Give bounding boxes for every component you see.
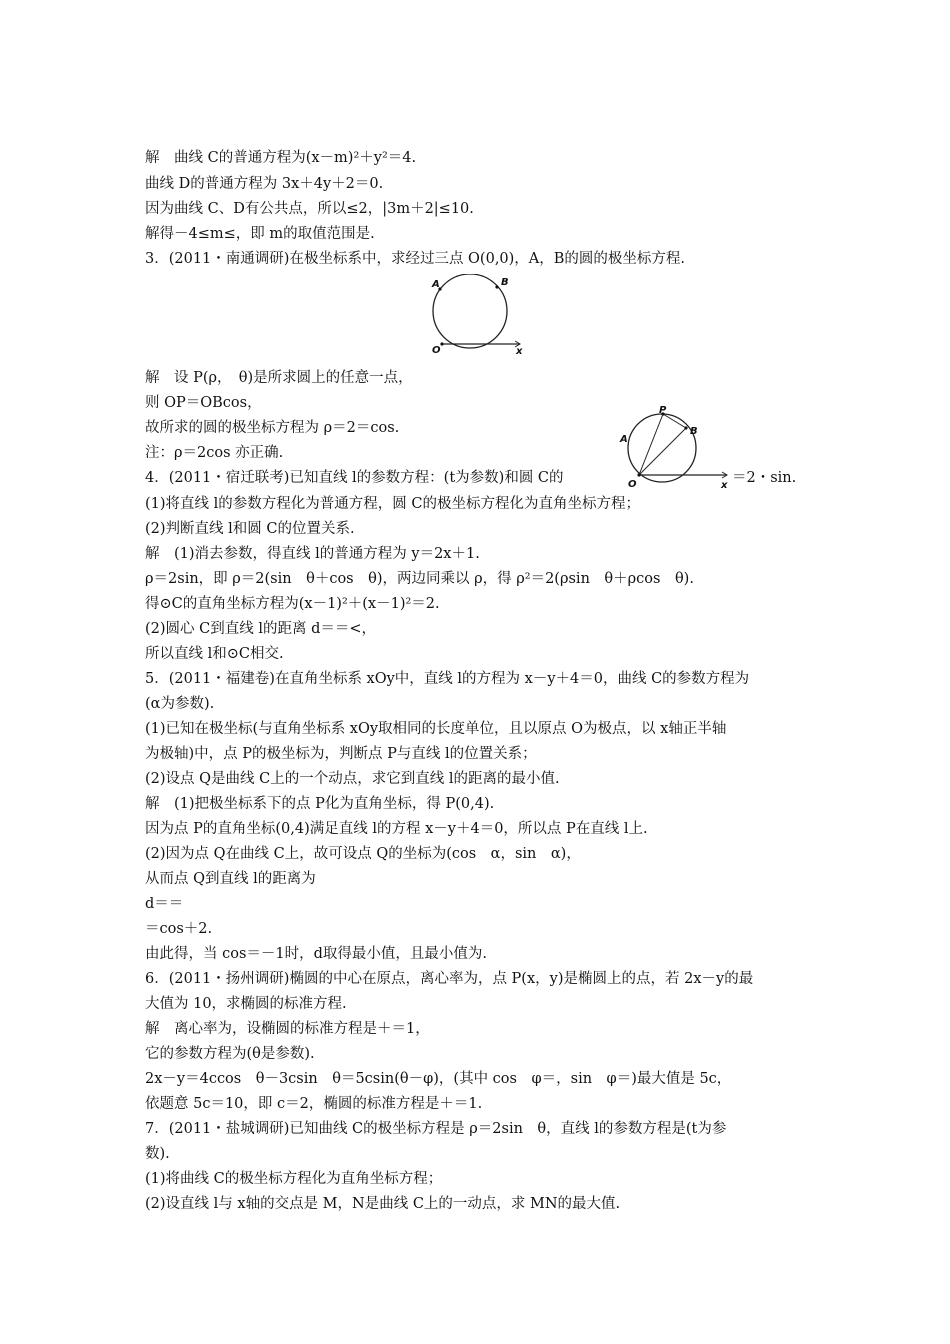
- circle-figure-2: [612, 405, 734, 489]
- text-line: 它的参数方程为(θ是参数).: [145, 1046, 315, 1062]
- text-line: d＝＝: [145, 896, 184, 912]
- figure-label: x: [721, 480, 728, 489]
- text-line: 6．(2011・扬州调研)椭圆的中心在原点，离心率为，点 P(x，y)是椭圆上的点，若 2x－y的最: [145, 971, 754, 987]
- text-line: 从而点 Q到直线 l的距离为: [145, 871, 316, 887]
- figure-label: O: [628, 479, 637, 489]
- text-line: (2)圆心 C到直线 l的距离 d＝＝<，: [145, 621, 377, 637]
- text-line: 依题意 5c＝10，即 c＝2，椭圆的标准方程是＋＝1.: [145, 1096, 483, 1112]
- figure-label: B: [690, 426, 698, 437]
- text-line: 曲线 D的普通方程为 3x＋4y＋2＝0.: [145, 176, 384, 192]
- text-line: 注：ρ＝2cos 亦正确.: [145, 445, 284, 461]
- text-line: 解 (1)消去参数，得直线 l的普通方程为 y＝2x＋1.: [145, 546, 480, 562]
- text-line: 大值为 10，求椭圆的标准方程.: [145, 996, 347, 1012]
- text-line: 3．(2011・南通调研)在极坐标系中，求经过三点 O(0,0)，A，B的圆的极坐标方程.: [145, 251, 686, 267]
- text-line: 为极轴)中，点 P的极坐标为，判断点 P与直线 l的位置关系；: [145, 746, 537, 762]
- text-line: (1)已知在极坐标(与直角坐标系 xOy取相同的长度单位，且以原点 O为极点，以 x轴正半轴: [145, 721, 727, 737]
- text-line: (2)判断直线 l和圆 C的位置关系.: [145, 521, 355, 537]
- text-line: 数).: [145, 1146, 170, 1162]
- text-line: (2)设直线 l与 x轴的交点是 M，N是曲线 C上的一动点，求 MN的最大值.: [145, 1196, 621, 1212]
- text-line: 7．(2011・盐城调研)已知曲线 C的极坐标方程是 ρ＝2sin θ，直线 l的参数方程是(t为参: [145, 1121, 727, 1137]
- text-line: (1)将直线 l的参数方程化为普通方程，圆 C的极坐标方程化为直角坐标方程；: [145, 496, 640, 512]
- figure-label: A: [620, 434, 628, 445]
- text-line: 得⊙C的直角坐标方程为(x－1)²＋(x－1)²＝2.: [145, 596, 440, 612]
- text-line: 因为曲线 C、D有公共点，所以≤2，|3m＋2|≤10.: [145, 201, 474, 217]
- figure-label: P: [659, 405, 667, 416]
- text-line: 解 设 P(ρ， θ)是所求圆上的任意一点，: [145, 370, 413, 386]
- text-line: 2x－y＝4ccos θ－3csin θ＝5csin(θ－φ)，(其中 cos φ＝，sin φ＝)最大值是 5c，: [145, 1071, 732, 1087]
- text-line: 解 (1)把极坐标系下的点 P化为直角坐标，得 P(0,4).: [145, 796, 495, 812]
- circle-figure-1: [425, 274, 530, 358]
- figure-label: A: [432, 279, 440, 290]
- text-line: 则 OP＝OBcos，: [145, 395, 262, 411]
- text-line: 4．(2011・宿迁联考)已知直线 l的参数方程：(t为参数)和圆 C的: [145, 470, 564, 486]
- text-line: 因为点 P的直角坐标(0,4)满足直线 l的方程 x－y＋4＝0，所以点 P在直线 l上.: [145, 821, 648, 837]
- text-line: 故所求的圆的极坐标方程为 ρ＝2＝cos.: [145, 420, 400, 436]
- text-line: ＝2・sin.: [732, 470, 797, 486]
- text-line: (2)因为点 Q在曲线 C上，故可设点 Q的坐标为(cos α，sin α)，: [145, 846, 581, 862]
- text-line: 解得－4≤m≤，即 m的取值范围是.: [145, 226, 375, 242]
- text-line: 由此得，当 cos＝－1时，d取得最小值，且最小值为.: [145, 946, 488, 962]
- text-line: 所以直线 l和⊙C相交.: [145, 646, 284, 662]
- figure-label: O: [432, 345, 441, 356]
- text-line: 5．(2011・福建卷)在直角坐标系 xOy中，直线 l的方程为 x－y＋4＝0，曲线 C的参数方程为: [145, 671, 750, 687]
- text-line: ＝cos＋2.: [145, 921, 213, 937]
- text-line: (α为参数).: [145, 696, 215, 712]
- text-line: 解 离心率为，设椭圆的标准方程是＋＝1，: [145, 1021, 430, 1037]
- figure-label: B: [501, 277, 509, 288]
- text-line: (2)设点 Q是曲线 C上的一个动点，求它到直线 l的距离的最小值.: [145, 771, 560, 787]
- text-line: (1)将曲线 C的极坐标方程化为直角坐标方程；: [145, 1171, 443, 1187]
- text-line: 解 曲线 C的普通方程为(x－m)²＋y²＝4.: [145, 150, 417, 166]
- text-line: ρ＝2sin，即 ρ＝2(sin θ＋cos θ)，两边同乘以 ρ，得 ρ²＝2(ρsin θ＋ρcos θ).: [145, 571, 694, 587]
- figure-label: x: [516, 346, 523, 357]
